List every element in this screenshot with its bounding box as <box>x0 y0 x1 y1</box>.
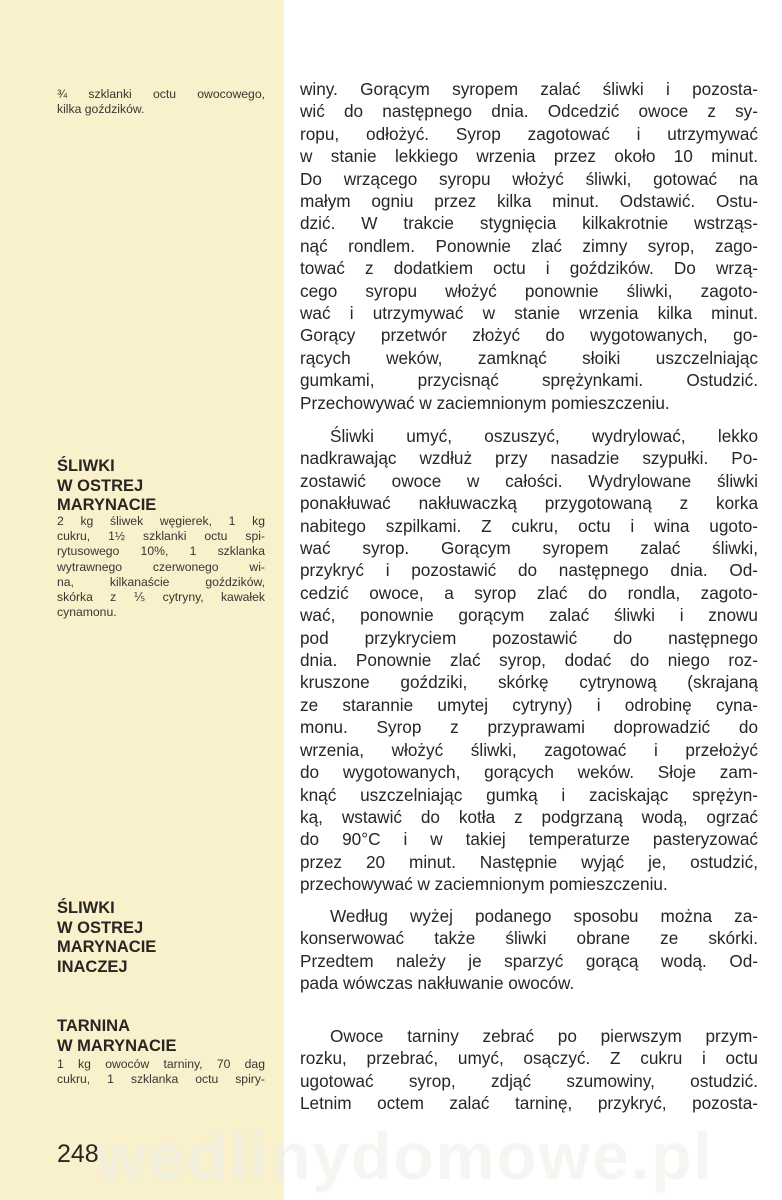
text-line: Przedtem należy je sparzyć gorącą wodą. Od- <box>300 950 758 971</box>
text-line: Do wrzącego syropu włożyć śliwki, gotować na <box>300 168 758 189</box>
text-line: ŚLIWKI <box>57 457 115 475</box>
text-line: ką, wstawić do kotła z podgrzaną wodą, ogrzać <box>300 806 758 827</box>
paragraph-3 <box>300 905 758 995</box>
text-line: 2 kg śliwek węgierek, 1 kg <box>57 514 265 528</box>
text-line: konserwować także śliwki obrane ze skórki. <box>300 928 758 949</box>
text-line: małym ogniu przez kilka minut. Odstawić. Ostu- <box>300 191 758 212</box>
intro-ingredients <box>57 87 265 117</box>
text-line: MARYNACIE <box>57 938 157 956</box>
text-line: ugotować syrop, zdjąć szumowiny, ostudzić. <box>300 1070 758 1091</box>
text-line: monu. Syrop z przyprawami doprowadzić do <box>300 717 758 738</box>
paragraph-2 <box>300 425 758 896</box>
text-line: ponakłuwać nakłuwaczką przygotowaną z korka <box>300 493 758 514</box>
text-line: pada wówczas nakłuwanie owoców. <box>300 973 575 994</box>
text-line: ropu, odłożyć. Syrop zagotować i utrzymywać <box>300 123 758 144</box>
text-line: cukru, 1 szklanka octu spiry- <box>57 1072 265 1087</box>
text-line: Według wyżej podanego sposobu można za- <box>330 906 758 926</box>
text-line: pod przykryciem pozostawić do następnego <box>300 627 758 648</box>
text-line: wać i utrzymywać w stanie wrzenia kilka minut. <box>300 303 758 324</box>
text-line: dzić. W trakcie stygnięcia kilkakrotnie wstrząs- <box>300 213 758 234</box>
text-line: W OSTREJ <box>57 918 144 937</box>
text-line: wać, ponownie gorącym zalać śliwki i znowu <box>300 605 758 626</box>
text-line: do 90°C i w takiej temperaturze pasteryzować <box>300 829 758 850</box>
paragraph-4 <box>300 1025 758 1115</box>
recipe2-title <box>57 899 156 977</box>
text-line: dnia. Ponownie zlać syrop, dodać do niego roz- <box>300 650 758 671</box>
text-line: nabitego szpilkami. Z cukru, octu i wina ugoto- <box>300 515 758 536</box>
text-line: skórka z ⅕ cytryny, kawałek <box>57 590 265 605</box>
text-line: kilka goździków. <box>57 102 145 117</box>
text-line: INACZEJ <box>57 957 128 976</box>
text-line: wić do następnego dnia. Odcedzić owoce z sy- <box>300 101 758 122</box>
text-line: ¾ szklanki octu owocowego, <box>57 87 265 101</box>
recipe1-ingredients <box>57 514 265 620</box>
text-line: cego syropu włożyć ponownie śliwki, zagoto- <box>300 280 758 301</box>
text-line: w stanie lekkiego wrzenia przez około 10 minut. <box>300 146 758 167</box>
text-line: przechowywać w zaciemnionym pomieszczeniu. <box>300 874 668 895</box>
text-line: wrzenia, włożyć śliwki, zagotować i przełożyć <box>300 739 758 760</box>
text-line: 1 kg owoców tarniny, 70 dag <box>57 1057 265 1071</box>
watermark: wedlinydomowe.pl <box>95 1119 714 1193</box>
paragraph-1 <box>300 78 758 414</box>
text-line: Gorący przetwór złożyć do wygotowanych, go- <box>300 325 758 346</box>
text-line: rących weków, zamknąć słoiki uszczelniając <box>300 347 758 368</box>
recipe3-title <box>57 1017 176 1056</box>
text-line: Śliwki umyć, oszuszyć, wydrylować, lekko <box>330 426 758 446</box>
text-line: do wygotowanych, gorących weków. Słoje zam- <box>300 762 758 783</box>
text-line: ze starannie umytej cytryny) i odrobinę cyna- <box>300 694 758 715</box>
text-line: TARNINA <box>57 1017 131 1035</box>
text-line: W MARYNACIE <box>57 1036 177 1055</box>
text-line: wytrawnego czerwonego wi- <box>57 559 265 574</box>
text-line: Letnim octem zalać tarninę, przykryć, pozosta- <box>300 1093 758 1114</box>
text-line: na, kilkanaście goździków, <box>57 574 265 589</box>
text-line: cukru, 1½ szklanki octu spi- <box>57 529 265 544</box>
text-line: rozku, przebrać, umyć, osączyć. Z cukru i octu <box>300 1048 758 1069</box>
text-line: winy. Gorącym syropem zalać śliwki i pozosta- <box>300 79 758 99</box>
text-line: MARYNACIE <box>57 496 157 514</box>
text-line: zostawić owoce w całości. Wydrylowane śliwki <box>300 470 758 491</box>
text-line: wać syrop. Gorącym syropem zalać śliwki, <box>300 538 758 559</box>
text-line: kruszone goździki, skórkę cytrynową (skrajaną <box>300 672 758 693</box>
text-line: rytusowego 10%, 1 szklanka <box>57 544 265 559</box>
text-line: knąć uszczelniając gumką i zaciskając sprężyn- <box>300 784 758 805</box>
text-line: nąć rondlem. Ponownie zlać zimny syrop, zago- <box>300 235 758 256</box>
text-line: gumkami, przycisnąć sprężynkami. Ostudzić. <box>300 370 758 391</box>
text-line: nadkrawając wzdłuż przy nasadzie szypułki. Po- <box>300 448 758 469</box>
text-line: ŚLIWKI <box>57 899 115 917</box>
page-number: 248 <box>57 1140 99 1168</box>
text-line: W OSTREJ <box>57 476 144 495</box>
recipe3-ingredients <box>57 1057 265 1087</box>
text-line: przykryć i pozostawić do następnego dnia. Od- <box>300 560 758 581</box>
recipe1-title <box>57 457 156 516</box>
text-line: cedzić owoce, a syrop zlać do rondla, zagoto- <box>300 582 758 603</box>
text-line: Przechowywać w zaciemnionym pomieszczeniu. <box>300 392 670 413</box>
text-line: cynamonu. <box>57 605 117 620</box>
text-line: Owoce tarniny zebrać po pierwszym przym- <box>330 1026 758 1046</box>
text-line: tować z dodatkiem octu i goździków. Do wrzą- <box>300 258 758 279</box>
text-line: przez 20 minut. Następnie wyjąć je, ostudzić, <box>300 851 758 872</box>
